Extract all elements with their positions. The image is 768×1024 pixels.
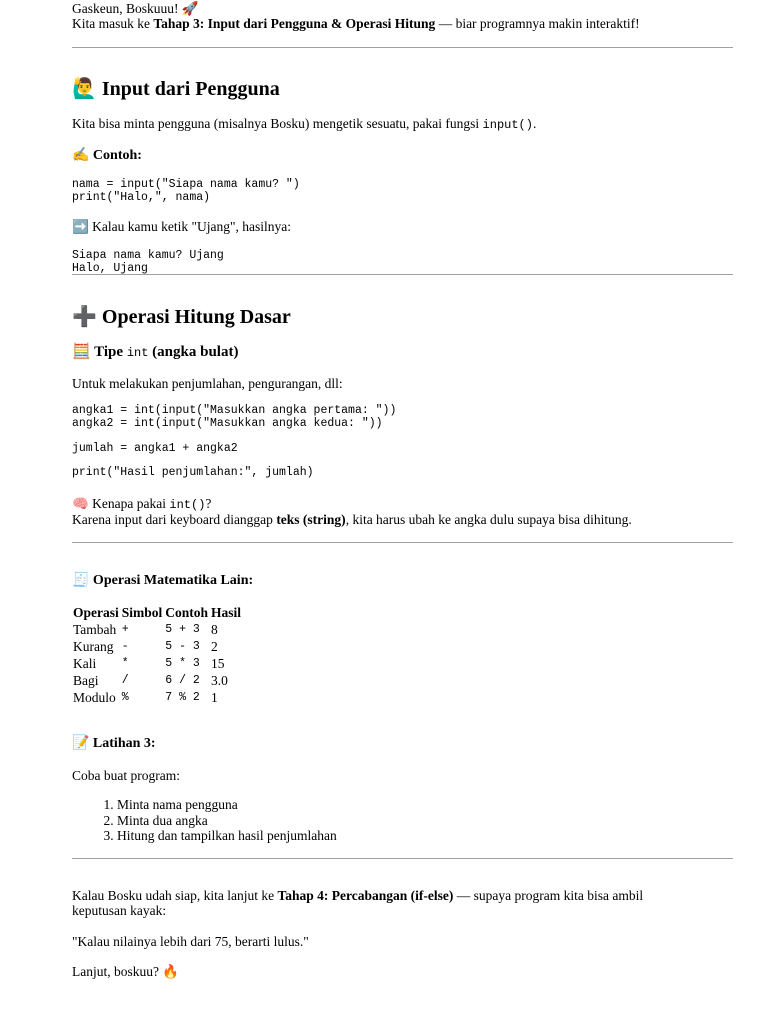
subheading-int-suffix: (angka bulat)	[148, 344, 239, 360]
col-header: Operasi	[73, 605, 119, 620]
divider	[72, 542, 733, 543]
op-symbol: -	[121, 640, 129, 653]
divider	[72, 47, 733, 48]
list-item: 2. Minta dua angka	[117, 813, 337, 829]
table-row	[72, 689, 243, 706]
outro-line	[72, 888, 643, 904]
ops-heading: 🧾 Operasi Matematika Lain:	[72, 573, 254, 588]
intro-line	[72, 16, 640, 32]
outro-bold-stage: Tahap 4: Percabangan (if-else)	[277, 888, 454, 903]
subheading-int	[72, 343, 238, 362]
table-row	[72, 672, 243, 689]
op-example: 7 % 2	[165, 691, 200, 704]
divider	[72, 274, 733, 275]
intro-suffix: — biar programnya makin interaktif!	[435, 16, 640, 31]
code-block-example: nama = input("Siapa nama kamu? ") print("Halo,", nama)	[72, 178, 300, 204]
why-suffix: ?	[205, 496, 212, 511]
section-heading-math: ➕ Operasi Hitung Dasar	[72, 306, 291, 328]
op-example: 5 + 3	[165, 623, 200, 636]
op-result: 15	[211, 656, 225, 671]
exercise-steps	[72, 797, 337, 844]
op-result: 8	[211, 622, 218, 637]
input-desc-suffix: .	[532, 116, 537, 131]
outro-quote: "Kalau nilainya lebih dari 75, berarti lulus."	[72, 934, 309, 949]
op-name: Tambah	[73, 622, 117, 637]
greeting-text: Gaskeun, Boskuuu! 🚀	[72, 1, 199, 16]
math-description: Untuk melakukan penjumlahan, pengurangan, dll:	[72, 376, 343, 391]
outro-suffix: — supaya program kita bisa ambil	[453, 888, 644, 903]
intro-bold-stage: Tahap 3: Input dari Pengguna & Operasi Hitung	[153, 16, 436, 31]
op-example: 5 - 3	[165, 640, 200, 653]
reason-suffix: , kita harus ubah ke angka dulu supaya bisa dihitung.	[345, 512, 632, 527]
op-symbol: /	[121, 674, 129, 687]
code-block-sum: jumlah = angka1 + angka2	[72, 442, 238, 455]
inline-code-int: int	[126, 346, 149, 360]
intro-prefix: Kita masuk ke	[72, 16, 154, 31]
op-name: Bagi	[73, 673, 99, 688]
exercise-intro: Coba buat program:	[72, 768, 180, 783]
input-description	[72, 116, 536, 133]
list-item: 1. Minta nama pengguna	[117, 797, 337, 813]
divider	[72, 858, 733, 859]
outro-line-2: keputusan kayak:	[72, 903, 167, 918]
op-result: 2	[211, 639, 218, 654]
col-header: Hasil	[211, 605, 242, 620]
table-row	[72, 638, 243, 655]
example-heading: ✍️ Contoh:	[72, 148, 142, 163]
closing-text: Lanjut, boskuu? 🔥	[72, 964, 180, 979]
code-block-print: print("Hasil penjumlahan:", jumlah)	[72, 466, 314, 479]
code-block-output: Siapa nama kamu? Ujang Halo, Ujang	[72, 249, 224, 275]
col-header: Contoh	[165, 605, 209, 620]
table-row	[72, 621, 243, 638]
op-name: Kali	[73, 656, 97, 671]
col-header: Simbol	[121, 605, 163, 620]
result-explanation: ➡️ Kalau kamu ketik "Ujang", hasilnya:	[72, 219, 292, 234]
outro-prefix: Kalau Bosku udah siap, kita lanjut ke	[72, 888, 278, 903]
input-desc-prefix: Kita bisa minta pengguna (misalnya Bosku) mengetik sesuatu, pakai fungsi	[72, 116, 483, 131]
op-result: 1	[211, 690, 218, 705]
exercise-heading: 📝 Latihan 3:	[72, 736, 156, 751]
reason-bold: teks (string)	[276, 512, 346, 527]
table-row	[72, 655, 243, 672]
reason-prefix: Karena input dari keyboard dianggap	[72, 512, 277, 527]
subheading-int-prefix: 🧮 Tipe	[72, 344, 127, 360]
op-result: 3.0	[211, 673, 228, 688]
op-symbol: *	[121, 657, 129, 670]
ops-table	[72, 604, 243, 706]
ops-table-header	[72, 604, 243, 621]
op-example: 6 / 2	[165, 674, 200, 687]
op-symbol: +	[121, 623, 129, 636]
op-name: Modulo	[73, 690, 116, 705]
op-symbol: %	[121, 691, 129, 704]
why-prefix: 🧠 Kenapa pakai	[72, 496, 170, 511]
why-int-question	[72, 496, 211, 513]
op-name: Kurang	[73, 639, 114, 654]
op-example: 5 * 3	[165, 657, 200, 670]
inline-code-input: input()	[482, 118, 533, 132]
list-item: 3. Hitung dan tampilkan hasil penjumlahan	[117, 828, 337, 844]
section-heading-input: 🙋‍♂️ Input dari Pengguna	[72, 78, 280, 100]
why-int-answer	[72, 512, 632, 528]
code-block-input-ints: angka1 = int(input("Masukkan angka pertama: ")) angka2 = int(input("Masukkan angka kedua: "))	[72, 404, 397, 430]
inline-code-int-call: int()	[169, 498, 206, 512]
